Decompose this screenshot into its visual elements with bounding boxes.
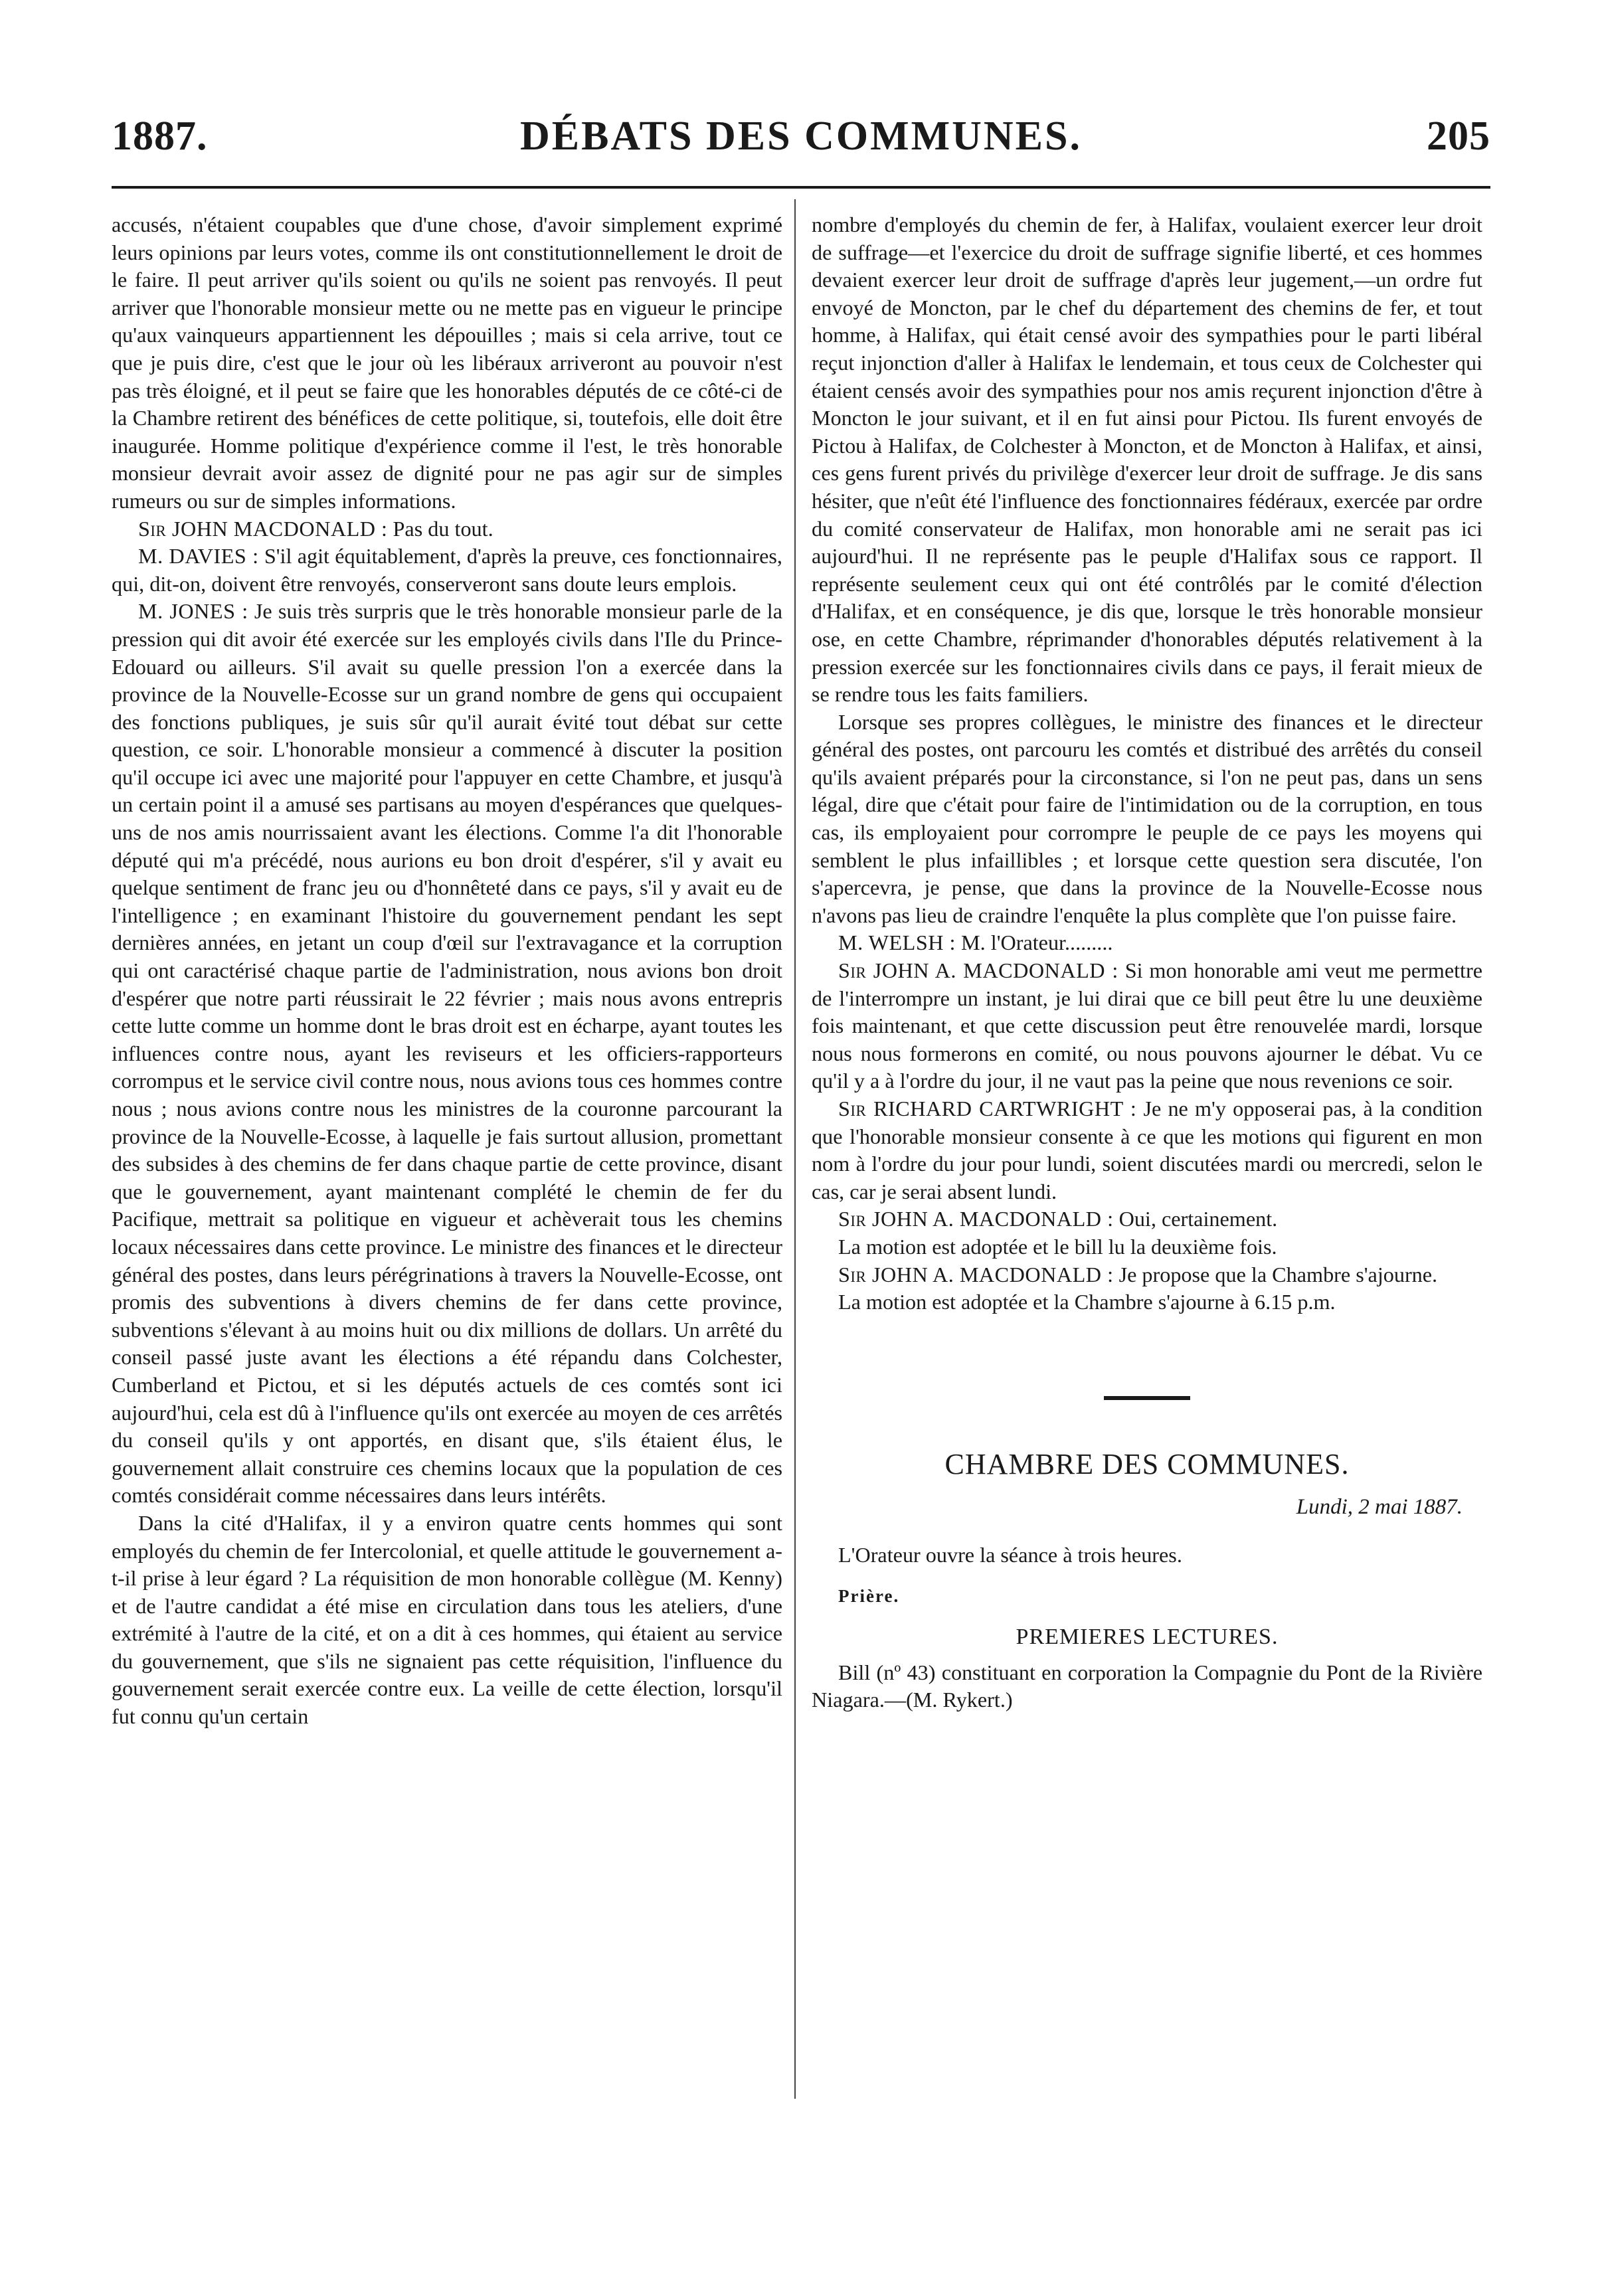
speech-text: S'il agit équitablement, d'après la preuve, ces fonctionnaires, qui, dit-on, doivent être renvoyés, conserveront sans doute leurs emplois.: [112, 544, 782, 596]
paragraph: La motion est adoptée et le bill lu la deuxième fois.: [838, 1234, 1277, 1259]
page-header: [112, 100, 1490, 173]
speech-text: Si mon honorable ami veut me permettre de l'interrompre un instant, je lui dirai que ce bill peut être lu une deuxième fois maintenant, et que cette discussion peut être renouvelée mardi, lorsque nous nous formerons en comité, ou nous pouvons ajourner le débat. Vu ce qu'il y a à l'ordre du jour, il ne vaut pas la peine que nous revenions ce soir.: [812, 958, 1483, 1093]
header-year: 1887.: [112, 114, 208, 159]
session-date: Lundi, 2 mai 1887.: [1296, 1495, 1463, 1520]
paragraph: Bill (nº 43) constituant en corporation la Compagnie du Pont de la Rivière Niagara.—(M. Rykert.): [812, 1660, 1482, 1712]
speaker-name: Sir JOHN A. MACDONALD :: [838, 958, 1118, 983]
speech-text: Oui, certainement.: [1113, 1207, 1278, 1231]
speech-text: Pas du tout.: [387, 516, 493, 541]
speech-paragraph: [812, 929, 1482, 957]
paragraph: L'Orateur ouvre la séance à trois heures.: [838, 1542, 1182, 1567]
speech-paragraph: [812, 957, 1482, 1095]
subsection-title: PREMIERES LECTURES.: [1016, 1625, 1279, 1650]
speech-paragraph: [812, 1261, 1482, 1289]
section-separator-rule: [1104, 1396, 1190, 1400]
column-divider: [794, 199, 796, 2099]
paragraph: La motion est adoptée et la Chambre s'ajourne à 6.15 p.m.: [838, 1290, 1336, 1314]
speech-paragraph: [812, 1095, 1482, 1205]
speech-paragraph: [112, 543, 782, 598]
paragraph: accusés, n'étaient coupables que d'une chose, d'avoir simplement exprimé leurs opinions par leurs votes, comme ils ont constitutionnellement le droit de le faire. Il peut arriver qu'ils soient ou qu'ils ne soient pas renvoyés. Il peut arriver que l'honorable monsieur mette ou ne mette pas en vigueur le principe qu'aux vainqueurs appartiennent les dépouilles ; mais si cela arrive, tout ce que je puis dire, c'est que le jour où les libéraux arriveront au pouvoir n'est pas très éloigné, et il peut se faire que les honorables députés de ce côté-ci de la Chambre retirent des bénéfices de cette politique, si, toutefois, elle doit être inaugurée. Homme politique d'expérience comme il l'est, le très honorable monsieur devrait avoir assez de dignité pour ne pas agir sur de simples rumeurs ou sur de simples informations.: [112, 213, 782, 513]
right-column: [812, 211, 1482, 1714]
speech-text: M. l'Orateur.........: [955, 930, 1113, 955]
speech-text: Je ne m'y opposerai pas, à la condition que l'honorable monsieur consente à ce que les motions qui figurent en mon nom à l'ordre du jour pour lundi, soient discutées mardi ou mercredi, selon le cas, car je serai absent lundi.: [812, 1097, 1482, 1203]
paragraph: Dans la cité d'Halifax, il y a environ quatre cents hommes qui sont employés du chemin de fer Intercolonial, et quelle attitude le gouvernement a-t-il prise à leur égard ? La réquisition de mon honorable collègue (M. Kenny) et de l'autre candidat a été mise en circulation dans tous les ateliers, d'une extrémité à l'autre de la cité, et on a dit à ces hommes, qui étaient au service du gouvernement, que s'ils ne signaient pas cette réquisition, l'influence du gouvernement serait exercée contre eux. La veille de cette élection, lorsqu'il fut connu qu'un certain: [112, 1510, 782, 1729]
speaker-name: Sir JOHN A. MACDONALD :: [838, 1262, 1114, 1286]
section-title: CHAMBRE DES COMMUNES.: [944, 1447, 1350, 1480]
left-column: [112, 211, 782, 1731]
speech-paragraph: [812, 1205, 1482, 1233]
speech-paragraph: [112, 515, 782, 543]
speaker-name: Sir RICHARD CARTWRIGHT :: [838, 1097, 1137, 1120]
speech-text: Je suis très surpris que le très honorable monsieur parle de la pression qui dit avoir été exercée sur les employés civils dans l'Ile du Prince-Edouard ou ailleurs. S'il avait su quelle pression l'on a exercée dans la province de la Nouvelle-Ecosse sur un grand nombre de gens qui occupaient des fonctions publiques, je suis sûr qu'il aurait évité tout débat sur cette question, ce soir. L'honorable monsieur a commencé à discuter la position qu'il occupe ici avec une majorité pour l'appuyer en cette Chambre, et jusqu'à un certain point il a amusé ses partisans au moyen d'espérances que quelques-uns de nos amis nourrissaient avant les élections. Comme l'a dit l'honorable député qui m'a précédé, nous aurions eu bon droit d'espérer, s'il y avait eu quelque sentiment de franc jeu ou d'honnêteté dans ce pays, s'il y avait eu de l'intelligence ; en examinant l'histoire du gouvernement pendant les sept dernières années, en jetant un coup d'œil sur l'extravagance et la corruption qui ont caractérisé chaque partie de l'administration, nous avions bon droit d'espérer que notre parti réussirait le 22 février ; mais nous avons entrepris cette lutte comme un homme dont le bras droit est en écharpe, ayant toutes les influences contre nous, ayant les reviseurs et les officiers-rapporteurs corrompus et le service civil contre nous, nous avions tous ces hommes contre nous ; nous avions contre nous les ministres de la couronne parcourant la province de la Nouvelle-Ecosse, à laquelle je fais surtout allusion, promettant des subsides à des chemins de fer dans chaque partie de cette province, disant que le gouvernement, ayant maintenant complété le chemin de fer du Pacifique, mettrait sa politique en vigueur et achèverait tous les chemins locaux nécessaires dans cette province. Le ministre des finances et le directeur général des postes, dans leurs pérégrinations à travers la Nouvelle-Ecosse, ont promis des subventions à divers chemins de fer dans cette province, subventions s'élevant à au moins huit ou dix millions de dollars. Un arrêté du conseil passé juste avant les élections a été répandu dans Colchester, Cumberland et Pictou, et si les députés actuels de ces comtés sont ici aujourd'hui, cela est dû à l'influence qu'ils ont exercée au moyen de ces arrêtés du conseil qu'ils y ont apportés, en disant que, s'ils étaient élus, le gouvernement allait construire ces chemins locaux que la population de ces comtés considérait comme nécessaires dans leurs intérêts.: [112, 599, 782, 1508]
speaker-name: Sir JOHN A. MACDONALD :: [838, 1207, 1114, 1231]
speaker-name: Sir JOHN MACDONALD :: [138, 516, 388, 541]
speaker-name: M. DAVIES :: [138, 544, 259, 569]
paragraph: Lorsque ses propres collègues, le ministre des finances et le directeur général des postes, ont parcouru les comtés et distribué des arrêtés du conseil qu'ils avaient préparés pour la circonstance, si l'on ne peut pas, dans un sens légal, dire que c'était pour faire de l'intimidation ou de la corruption, en tous cas, ils employaient pour corrompre le peuple de ce pays les moyens qui semblent le plus infaillibles ; et lorsque cette question sera discutée, l'on s'apercevra, je pense, que dans la province de la Nouvelle-Ecosse nous n'avons pas lieu de craindre l'enquête la plus complète que l'on puisse faire.: [812, 709, 1482, 927]
speaker-name: M. JONES :: [138, 599, 248, 624]
header-page-number: 205: [1427, 114, 1490, 159]
header-rule: [112, 186, 1490, 189]
header-title: DÉBATS DES COMMUNES.: [519, 114, 1083, 159]
speech-paragraph: [112, 598, 782, 1510]
speech-text: Je propose que la Chambre s'ajourne.: [1113, 1262, 1438, 1286]
speaker-name: M. WELSH :: [838, 930, 956, 955]
paragraph: nombre d'employés du chemin de fer, à Halifax, voulaient exercer leur droit de suffrage—et l'exercice du droit de suffrage signifie liberté, et ces hommes devaient exercer leur droit de suffrage d'après leur jugement,—un ordre fut envoyé de Moncton, par le chef du département des chemins de fer, et tout homme, à Halifax, qui était censé avoir des sympathies pour le parti libéral reçut injonction d'aller à Halifax le lendemain, et tous ceux de Colchester qui étaient censés avoir des sympathies pour nos amis reçurent injonction d'être à Moncton le jour suivant, et il en fut ainsi pour Pictou. Ils furent envoyés de Pictou à Halifax, de Colchester à Moncton, et de Moncton à Halifax, et ainsi, ces gens furent privés du privilège d'exercer leur droit de suffrage. Je dis sans hésiter, que n'eût été l'influence des fonctionnaires fédéraux, exercée par ordre du comité conservateur de Halifax, mon honorable ami ne serait pas ici aujourd'hui. Il ne représente pas le peuple d'Halifax sous ce rapport. Il représente seulement ceux qui ont été contrôlés par le comité d'élection d'Halifax, et en conséquence, je dis que, lorsque le très honorable monsieur ose, en cette Chambre, réprimander d'honorables députés relativement à la pression exercée sur les fonctionnaires civils dans ce pays, il ferait mieux de se rendre tous les faits familiers.: [812, 213, 1482, 707]
priere-heading: Prière.: [838, 1585, 900, 1606]
